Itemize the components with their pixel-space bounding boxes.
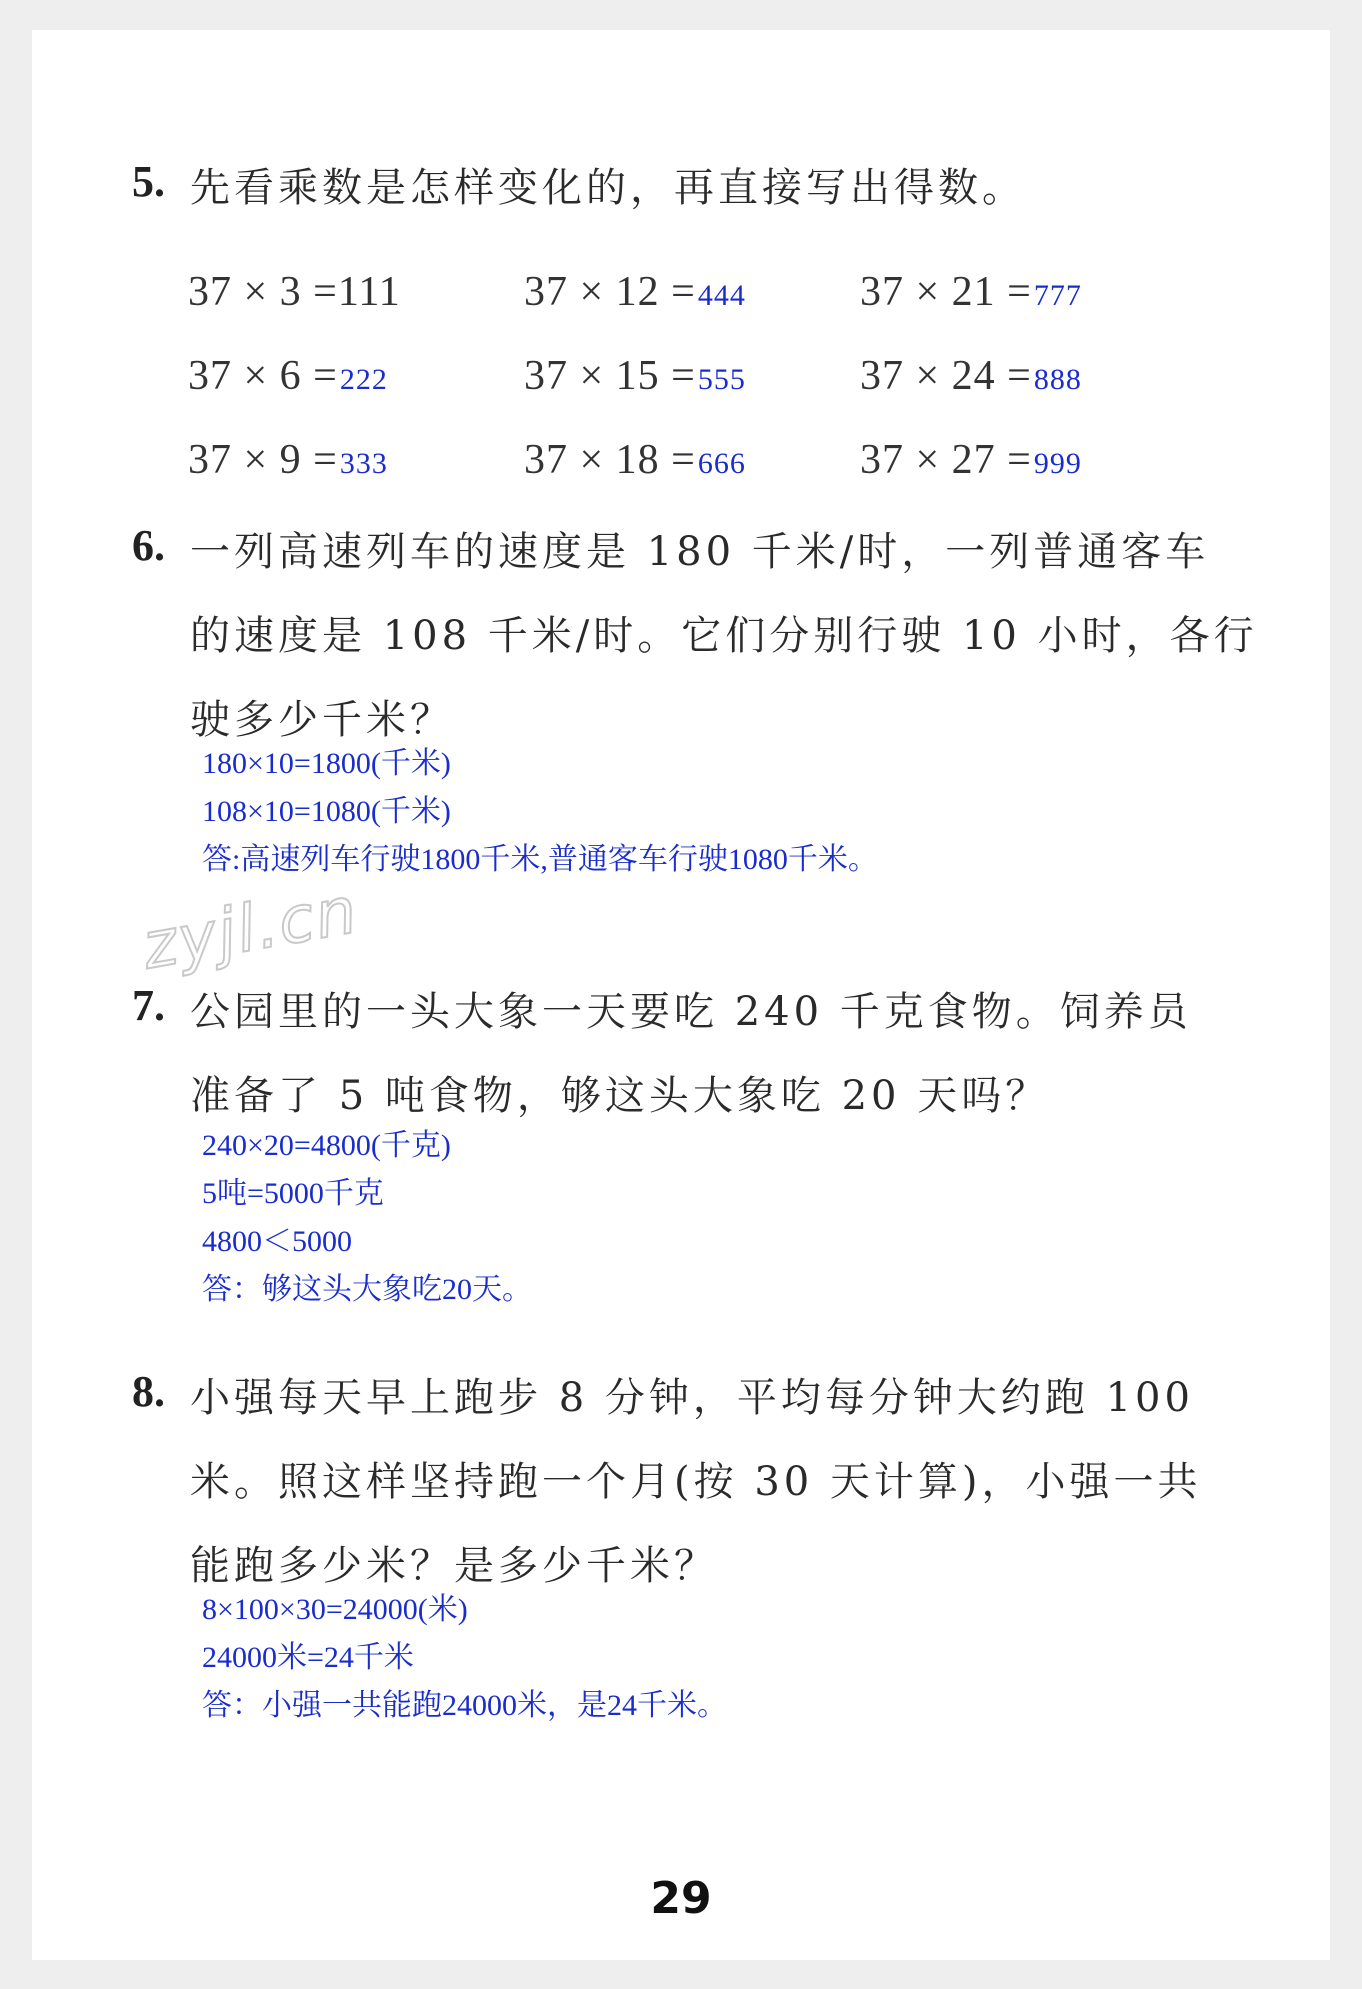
q6-answer-line: 108×10=1080(千米) bbox=[202, 795, 451, 828]
q6-number: 6. bbox=[132, 521, 165, 570]
q5-eq: 37 × 21 =777 bbox=[860, 269, 1082, 315]
q5-eq: 37 × 15 =555 bbox=[524, 353, 746, 399]
q8-answer-line: 8×100×30=24000(米) bbox=[202, 1593, 468, 1626]
q7-number: 7. bbox=[132, 981, 165, 1030]
watermark: zyjl.cn bbox=[137, 873, 364, 985]
q6-text-line: 驶多少千米？ bbox=[190, 697, 454, 743]
q7-answer-line: 5吨=5000千克 bbox=[202, 1177, 384, 1210]
q7-answer-line: 240×20=4800(千克) bbox=[202, 1129, 451, 1162]
q5-answer: 222 bbox=[339, 363, 388, 396]
q5-answer: 777 bbox=[1033, 279, 1082, 312]
q7-text-line: 公园里的一头大象一天要吃 240 千克食物。饲养员 bbox=[190, 989, 1192, 1035]
q8-text-line: 能跑多少米？是多少千米？ bbox=[190, 1543, 718, 1589]
q5-answer: 444 bbox=[697, 279, 746, 312]
q7-text-line: 准备了 5 吨食物，够这头大象吃 20 天吗？ bbox=[190, 1073, 1050, 1119]
q5-eq: 37 × 3 =111 bbox=[188, 269, 401, 315]
q8-number: 8. bbox=[132, 1367, 165, 1416]
q5-eq: 37 × 18 =666 bbox=[524, 437, 746, 483]
q6-text-line: 一列高速列车的速度是 180 千米/时，一列普通客车 bbox=[190, 529, 1210, 575]
q5-answer: 333 bbox=[339, 447, 388, 480]
q5-eq: 37 × 24 =888 bbox=[860, 353, 1082, 399]
workbook-page bbox=[32, 30, 1330, 1960]
q5-prompt: 先看乘数是怎样变化的，再直接写出得数。 bbox=[190, 165, 1026, 211]
q8-text-line: 米。照这样坚持跑一个月(按 30 天计算)，小强一共 bbox=[190, 1459, 1202, 1505]
q5-number: 5. bbox=[132, 157, 165, 206]
q5-eq: 37 × 27 =999 bbox=[860, 437, 1082, 483]
q6-text-line: 的速度是 108 千米/时。它们分别行驶 10 小时，各行 bbox=[190, 613, 1258, 659]
q5-answer: 888 bbox=[1033, 363, 1082, 396]
q6-answer-line: 180×10=1800(千米) bbox=[202, 747, 451, 780]
q6-answer-line: 答:高速列车行驶1800千米,普通客车行驶1080千米。 bbox=[202, 843, 878, 876]
q5-eq: 37 × 6 =222 bbox=[188, 353, 388, 399]
q8-text-line: 小强每天早上跑步 8 分钟，平均每分钟大约跑 100 bbox=[190, 1375, 1194, 1421]
q8-answer-line: 24000米=24千米 bbox=[202, 1641, 414, 1674]
q5-answer: 555 bbox=[697, 363, 746, 396]
q8-answer-line: 答：小强一共能跑24000米，是24千米。 bbox=[202, 1689, 727, 1722]
q5-eq: 37 × 9 =333 bbox=[188, 437, 388, 483]
q7-answer-line: 4800＜5000 bbox=[202, 1225, 352, 1258]
q5-answer: 999 bbox=[1033, 447, 1082, 480]
q5-eq: 37 × 12 =444 bbox=[524, 269, 746, 315]
q7-answer-line: 答：够这头大象吃20天。 bbox=[202, 1273, 532, 1306]
page-number: 29 bbox=[650, 1873, 712, 1924]
q5-answer: 666 bbox=[697, 447, 746, 480]
